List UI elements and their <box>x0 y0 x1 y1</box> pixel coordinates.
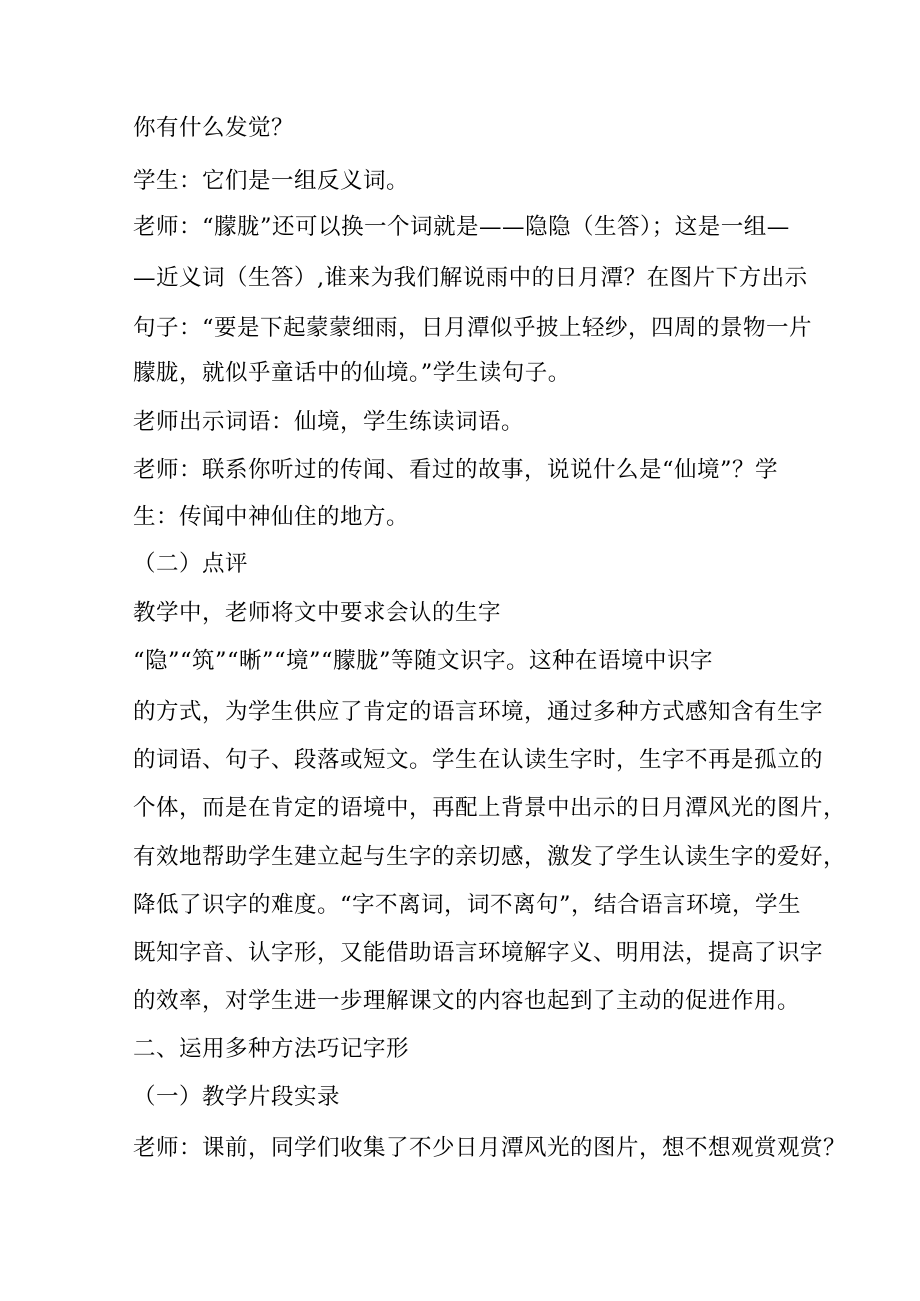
text-line: 有效地帮助学生建立起与生字的亲切感，激发了学生认读生字的爱好， <box>133 844 847 870</box>
text-line: 朦胧，就似乎童话中的仙境。”学生读句子。 <box>133 360 571 386</box>
text-line: 老师：课前，同学们收集了不少日月潭风光的图片，想不想观赏观赏？ <box>133 1135 847 1161</box>
text-line: —近义词（生答）,谁来为我们解说雨中的日月潭？在图片下方出示 <box>133 265 808 291</box>
text-line: 的效率，对学生进一步理解课文的内容也起到了主动的促进作用。 <box>133 988 801 1014</box>
text-line: 的方式，为学生供应了肯定的语言环境，通过多种方式感知含有生字 <box>133 699 824 725</box>
text-line: 学生：它们是一组反义词。 <box>133 168 410 194</box>
text-line: 你有什么发觉？ <box>133 115 295 141</box>
text-line: 老师出示词语：仙境，学生练读词语。 <box>133 409 525 435</box>
text-line: 老师：联系你听过的传闻、看过的故事，说说什么是“仙境”？学 <box>133 457 779 483</box>
text-line: “隐”“筑”“晰”“境”“朦胧”等随文识字。这种在语境中识字 <box>133 648 714 674</box>
text-line: 既知字音、认字形，又能借助语言环境解字义、明用法，提高了识字 <box>133 940 824 966</box>
text-line: 教学中，老师将文中要求会认的生字 <box>133 600 502 626</box>
section-heading: 二、运用多种方法巧记字形 <box>133 1036 410 1062</box>
section-heading: （二）点评 <box>133 551 249 577</box>
text-line: 生：传闻中神仙住的地方。 <box>133 504 410 530</box>
text-line: 个体，而是在肯定的语境中，再配上背景中出示的日月潭风光的图片， <box>133 795 847 821</box>
text-line: 降低了识字的难度。“字不离词，词不离句”，结合语言环境，学生 <box>133 892 802 918</box>
section-heading: （一）教学片段实录 <box>133 1084 341 1110</box>
text-line: 句子：“要是下起蒙蒙细雨，日月潭似乎披上轻纱，四周的景物一片 <box>133 315 813 341</box>
text-line: 的词语、句子、段落或短文。学生在认读生字时，生字不再是孤立的 <box>133 747 824 773</box>
text-line: 老师：“朦胧”还可以换一个词就是——隐隐（生答）；这是一组— <box>133 214 790 240</box>
